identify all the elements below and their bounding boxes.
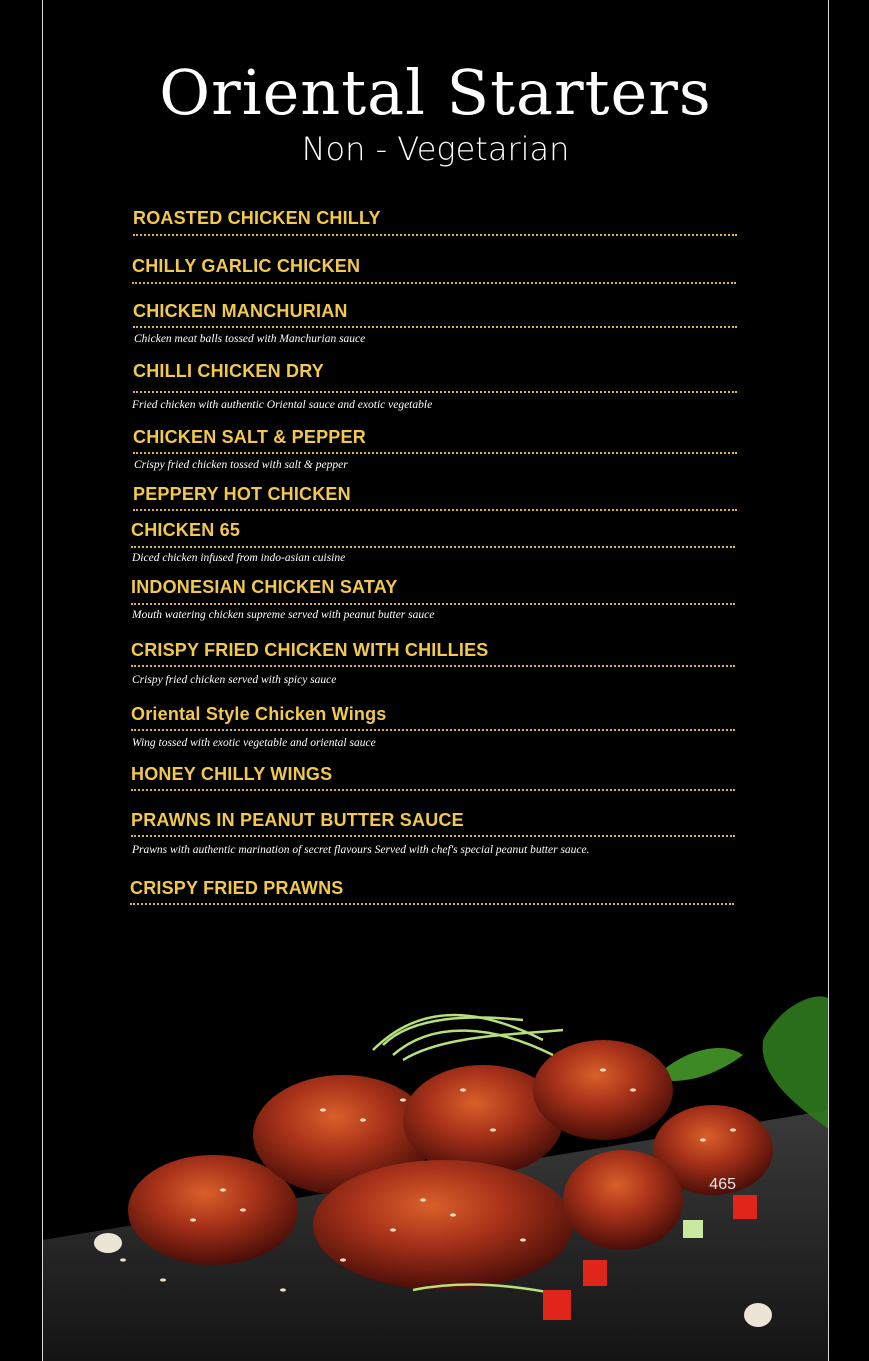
item-name: CHICKEN 65 [131, 520, 241, 540]
item-description: Chicken meat balls tossed with Manchurian sauce [134, 333, 366, 345]
item-name: PEPPERY HOT CHICKEN [133, 484, 351, 504]
item-description: Wing tossed with exotic vegetable and oriental sauce [132, 737, 376, 749]
item-name: CRISPY FRIED CHICKEN WITH CHILLIES [131, 640, 489, 660]
item-name: CHILLY GARLIC CHICKEN [132, 256, 361, 276]
dotted-divider [131, 789, 735, 791]
page-number: 465 [709, 1176, 736, 1193]
item-description: Crispy fried chicken served with spicy sauce [132, 674, 337, 686]
page-title: Oriental Starters [159, 56, 712, 129]
page-subtitle: Non - Vegetarian [301, 130, 570, 168]
item-name: CRISPY FRIED PRAWNS [130, 878, 344, 898]
item-description: Crispy fried chicken tossed with salt & pepper [134, 459, 348, 471]
item-name: PRAWNS IN PEANUT BUTTER SAUCE [131, 810, 464, 830]
dotted-divider [131, 665, 735, 667]
item-description: Mouth watering chicken supreme served with peanut butter sauce [132, 609, 435, 621]
dotted-divider [133, 509, 737, 511]
item-name: ROASTED CHICKEN CHILLY [133, 208, 381, 228]
item-description: Prawns with authentic marination of secret flavours Served with chef's special peanut butter sauce. [132, 844, 590, 856]
item-name: CHILLI CHICKEN DRY [133, 361, 324, 381]
item-name: INDONESIAN CHICKEN SATAY [131, 577, 398, 597]
dotted-divider [131, 546, 735, 548]
item-name: CHICKEN MANCHURIAN [133, 301, 348, 321]
chicken-wings-photo [43, 960, 829, 1361]
item-name: HONEY CHILLY WINGS [131, 764, 333, 784]
item-name: Oriental Style Chicken Wings [131, 704, 387, 724]
dotted-divider [133, 326, 737, 328]
dotted-divider [133, 452, 737, 454]
dotted-divider [132, 282, 736, 284]
dotted-divider [133, 234, 737, 236]
dotted-divider [131, 603, 735, 605]
menu-page [42, 0, 829, 1361]
dotted-divider [131, 835, 735, 837]
item-name: CHICKEN SALT & PEPPER [133, 427, 366, 447]
dotted-divider [133, 391, 737, 393]
item-description: Diced chicken infused from indo-asian cuisine [132, 552, 346, 564]
item-description: Fried chicken with authentic Oriental sauce and exotic vegetable [132, 399, 433, 411]
dotted-divider [130, 903, 734, 905]
dotted-divider [131, 729, 735, 731]
